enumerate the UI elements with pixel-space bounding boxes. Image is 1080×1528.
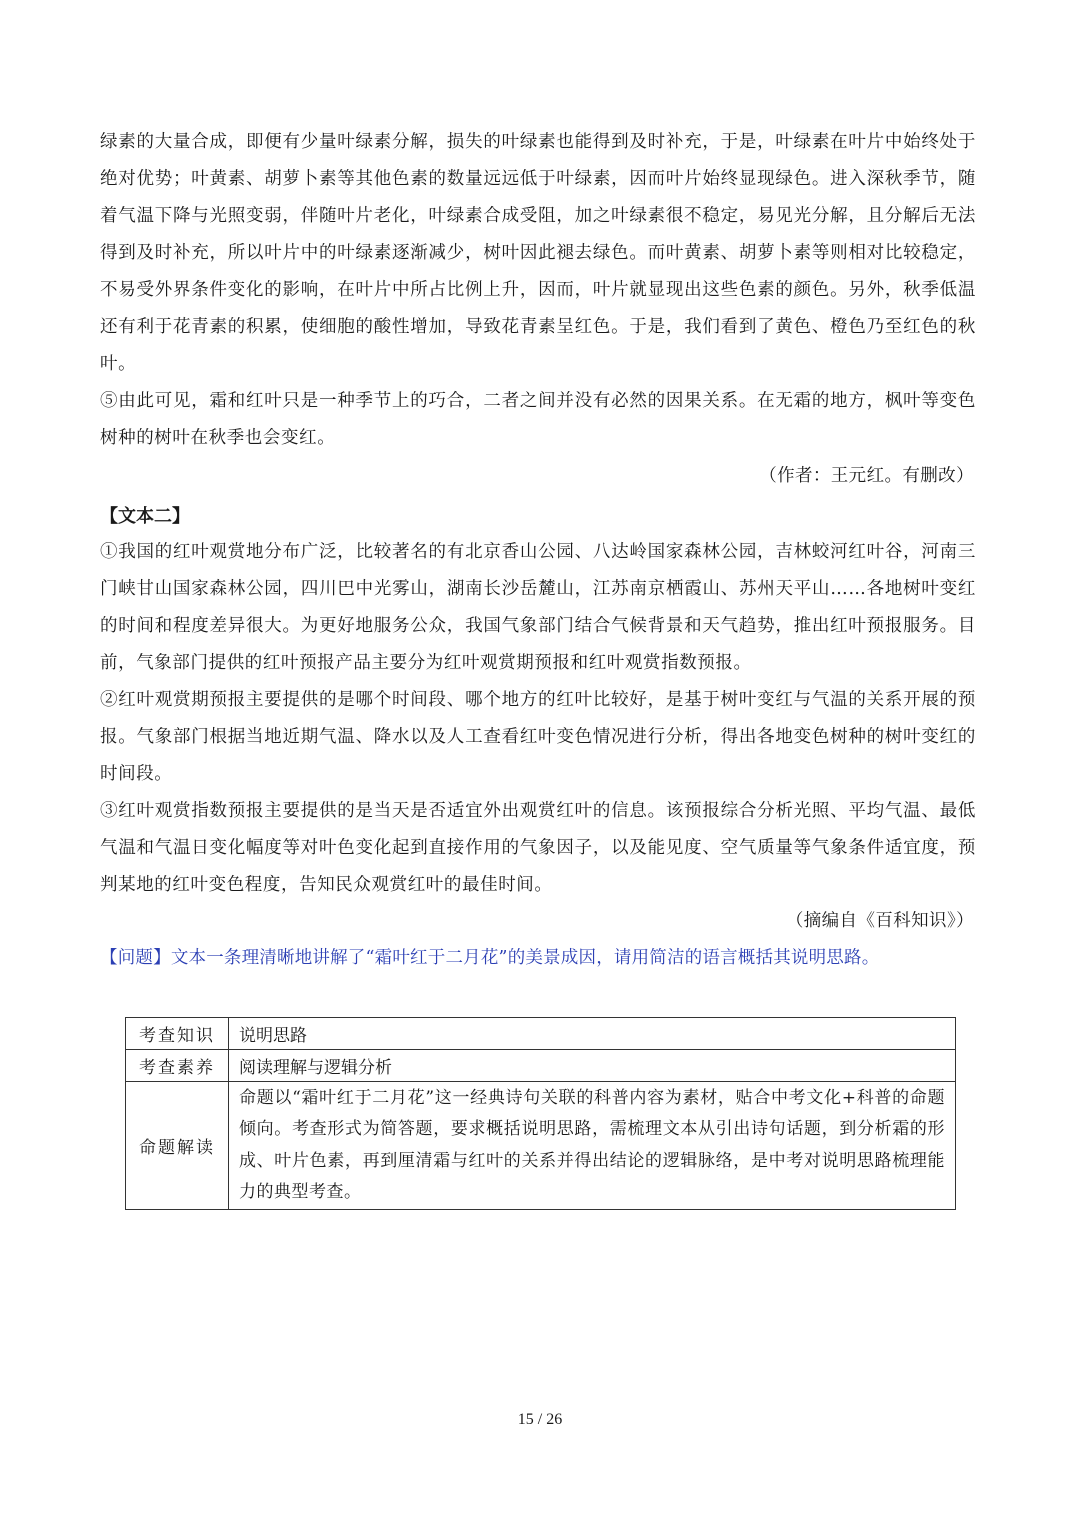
text-two-paragraph-3: ③红叶观赏指数预报主要提供的是当天是否适宜外出观赏红叶的信息。该预报综合分析光照、平均气温、最低气温和气温日变化幅度等对叶色变化起到直接作用的气象因子，以及能见度、空气质量等气象条件适宜度，预判某地的红叶变色程度，告知民众观赏红叶的最佳时间。: [100, 801, 976, 895]
table-content-interpretation: 命题以“霜叶红于二月花”这一经典诗句关联的科普内容为素材，贴合中考文化+科普的命题倾向。考查形式为简答题，要求概括说明思路，需梳理文本从引出诗句话题，到分析霜的形成、叶片色素，再到厘清霜与红叶的关系并得出结论的逻辑脉络，是中考对说明思路梳理能力的典型考查。: [229, 1082, 956, 1210]
text-one-paragraph-continued: 绿素的大量合成，即便有少量叶绿素分解，损失的叶绿素也能得到及时补充，于是，叶绿素在叶片中始终处于绝对优势；叶黄素、胡萝卜素等其他色素的数量远远低于叶绿素，因而叶片始终显现绿色。进入深秋季节，随着气温下降与光照变弱，伴随叶片老化，叶绿素合成受阻，加之叶绿素很不稳定，易见光分解，且分解后无法得到及时补充，所以叶片中的叶绿素逐渐减少，树叶因此褪去绿色。而叶黄素、胡萝卜素等则相对比较稳定，不易受外界条件变化的影响，在叶片中所占比例上升，因而，叶片就显现出这些色素的颜色。另外，秋季低温还有利于花青素的积累，使细胞的酸性增加，导致花青素呈红色。于是，我们看到了黄色、橙色乃至红色的秋叶。: [100, 132, 976, 374]
question-tag: 【问题】: [100, 948, 171, 968]
table-row: [126, 1050, 956, 1082]
text-two-paragraph-1: ①我国的红叶观赏地分布广泛，比较著名的有北京香山公园、八达岭国家森林公园，吉林蛟河红叶谷，河南三门峡甘山国家森林公园，四川巴中光雾山，湖南长沙岳麓山，江苏南京栖霞山、苏州天平山……各地树叶变红的时间和程度差异很大。为更好地服务公众，我国气象部门结合气候背景和天气趋势，推出红叶预报服务。目前，气象部门提供的红叶预报产品主要分为红叶观赏期预报和红叶观赏指数预报。: [100, 542, 976, 673]
table-label-literacy: 考查素养: [126, 1050, 229, 1082]
question: [100, 940, 976, 977]
table-label-interpretation: 命题解读: [126, 1082, 229, 1210]
table-label-knowledge: 考查知识: [126, 1018, 229, 1050]
table-row: [126, 1082, 956, 1210]
page-number: 15 / 26: [517, 1411, 563, 1428]
text-one-paragraph-5: ⑤由此可见，霜和红叶只是一种季节上的巧合，二者之间并没有必然的因果关系。在无霜的地方，枫叶等变色树种的树叶在秋季也会变红。: [100, 391, 976, 448]
table-content-literacy: 阅读理解与逻辑分析: [229, 1050, 956, 1082]
text-one-body: [100, 124, 976, 457]
question-text: 文本一条理清晰地讲解了“霜叶红于二月花”的美景成因，请用简洁的语言概括其说明思路。: [170, 948, 880, 968]
text-one-attribution: （作者：王元红。有删改）: [759, 466, 974, 486]
text-two-heading: 【文本二】: [100, 506, 190, 527]
text-two-body: [100, 534, 976, 904]
text-two-attribution: （摘编自《百科知识》）: [785, 911, 974, 931]
table-content-knowledge: 说明思路: [229, 1018, 956, 1050]
info-table: [125, 1017, 956, 1210]
table-row: [126, 1018, 956, 1050]
text-two-paragraph-2: ②红叶观赏期预报主要提供的是哪个时间段、哪个地方的红叶比较好，是基于树叶变红与气温的关系开展的预报。气象部门根据当地近期气温、降水以及人工查看红叶变色情况进行分析，得出各地变色树种的树叶变红的时间段。: [100, 690, 976, 784]
